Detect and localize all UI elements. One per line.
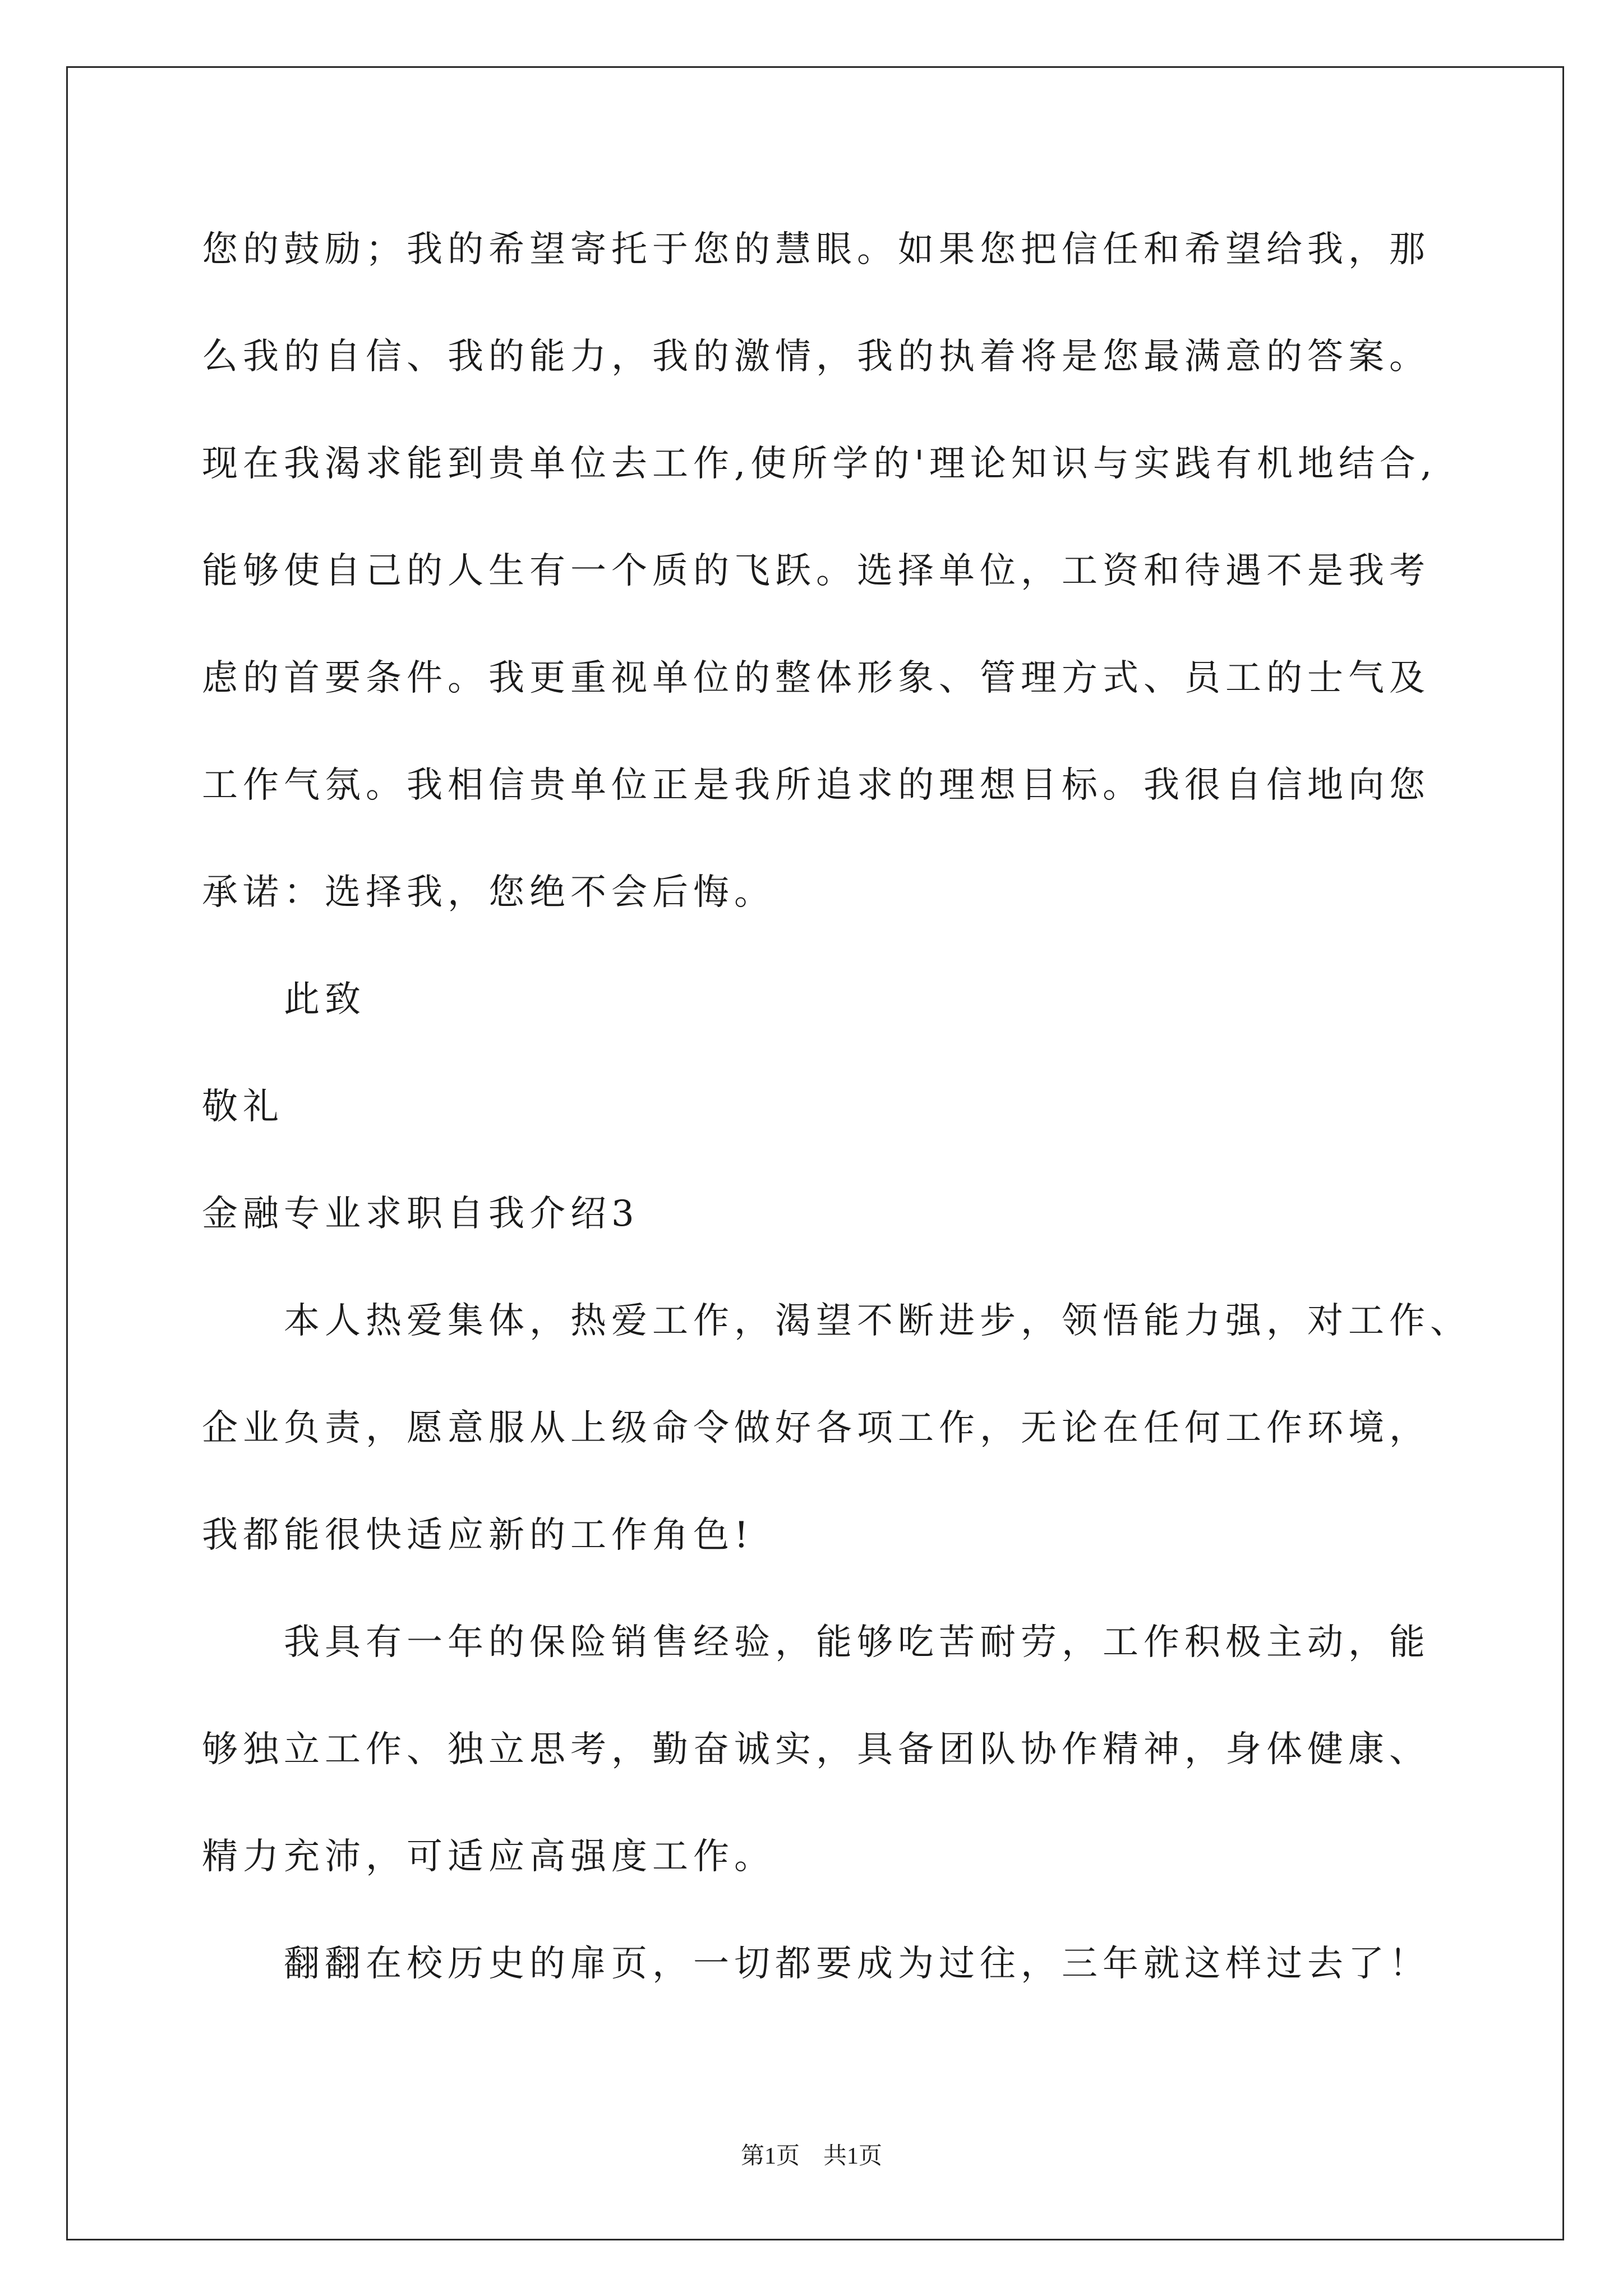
paragraph-line: 本人热爱集体，热爱工作，渴望不断进步，领悟能力强，对工作、 (284, 1300, 1471, 1342)
closing-salutation: 此致 (284, 979, 366, 1020)
paragraph-line: 企业负责，愿意服从上级命令做好各项工作，无论在任何工作环境， (202, 1407, 1430, 1449)
paragraph-line: 翻翻在校历史的扉页，一切都要成为过往，三年就这样过去了！ (284, 1943, 1430, 1985)
paragraph-line: 能够使自己的人生有一个质的飞跃。选择单位，工资和待遇不是我考 (202, 550, 1430, 592)
paragraph-line: 精力充沛，可适应高强度工作。 (202, 1836, 775, 1878)
paragraph-line: 我都能很快适应新的工作角色! (202, 1515, 754, 1556)
page-footer: 第1页 共1页 (740, 2143, 882, 2169)
paragraph-line: 么我的自信、我的能力，我的激情，我的执着将是您最满意的答案。 (202, 336, 1430, 378)
paragraph-line: 够独立工作、独立思考，勤奋诚实，具备团队协作精神，身体健康、 (202, 1729, 1430, 1770)
closing-regards: 敬礼 (202, 1086, 284, 1128)
paragraph-line: 虑的首要条件。我更重视单位的整体形象、管理方式、员工的士气及 (202, 657, 1430, 699)
section-title: 金融专业求职自我介绍3 (202, 1193, 639, 1235)
paragraph-line: 工作气氛。我相信贵单位正是我所追求的理想目标。我很自信地向您 (202, 765, 1430, 806)
paragraph-line: 我具有一年的保险销售经验，能够吃苦耐劳，工作积极主动，能 (284, 1622, 1430, 1663)
paragraph-line: 承诺：选择我，您绝不会后悔。 (202, 872, 775, 913)
paragraph-line: 您的鼓励；我的希望寄托于您的慧眼。如果您把信任和希望给我，那 (202, 229, 1430, 270)
paragraph-line: 现在我渴求能到贵单位去工作,使所学的'理论知识与实践有机地结合, (202, 443, 1437, 485)
document-body (202, 196, 1537, 2018)
